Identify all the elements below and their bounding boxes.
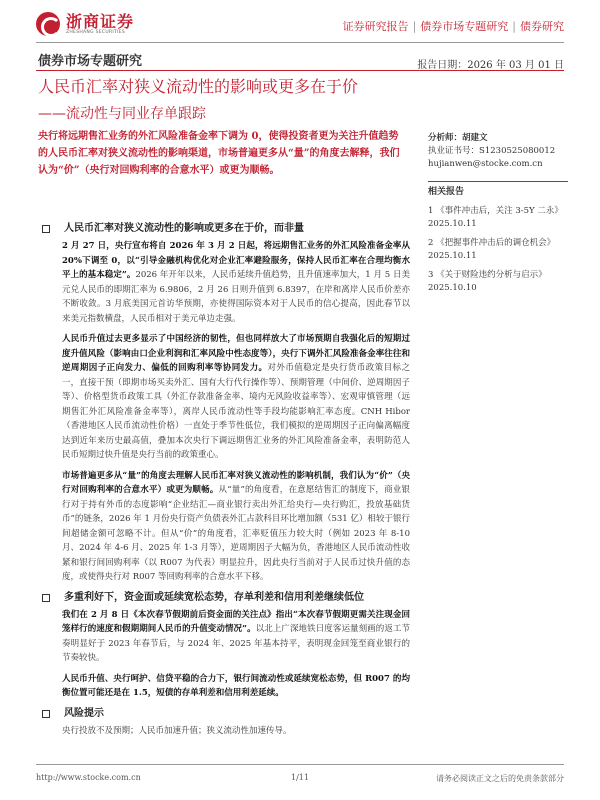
company-logo [36,12,134,36]
title-divider [36,70,564,71]
body-paragraph: 人民币升值、央行呵护、信贷平稳的合力下，银行间流动性或延续宽松态势，但 R007 的均衡位置可能还是在 1.5，短债的存单利差和信用利差延续。 [62,673,410,698]
report-abstract: 央行将远期售汇业务的外汇风险准备金率下调为 0，使得投资者更为关注升值趋势的人民币汇率对狭义流动性的影响渠道，市场普遍更多从“量”的角度去解释，我们认为“价”（央行对回购利率的合意水平）或更为顺畅。 [38,131,400,176]
sidebar-divider [428,181,568,182]
section-heading: 风险提示 [38,707,410,721]
logo-name-cn: 浙商证券 [66,12,135,31]
report-categories: 证券研究报告 | 债券市场专题研究 | 债券研究 [342,20,564,33]
related-reports-heading: 相关报告 [428,187,465,197]
body-paragraph: 人民币升值过去更多显示了中国经济的韧性，但也同样放大了市场预期自我强化后的短期过度升值风险（影响由口企业利润和汇率风险中性态度等），央行下调外汇风险准备金率往往和逆周期因子正向发力、偏低的回购利率等协同发力。对外币值稳定是央行货币政策目标之一，直接干预（即期市场买卖外汇、国有大行代行操作等）、预期管理（中间价、逆周期因子等）、价格型货币政策工具（外汇存款准备金率、境内无风险收益率等）、宏观审慎管理（远期售汇外汇风险准备金率等），离岸人民币流动性等手段均能影响汇率态度。CNH Hibor（香港地区人民币流动性价格）一直处于季节性低位，我们模拟的逆周期因子正向偏离幅度达到近年来历史最高值，叠加本次央行下调远期售汇业务的外汇风险准备金率，表明防范人民币短期过快升值是央行当前的政策重心。 [62,334,410,460]
body-paragraph: 我们在 2 月 8 日《本次春节假期前后资金面的关注点》指出“本次春节假期更需关注现金回笼样行的速度和假期期间人民币的升值变动情况”。以北上广深地铁日度客运量刻画的返工节奏明显好于 2023 年春节后，与 2024 年、2025 年基本持平，表明现金回笼至商业银行的节奏较快。 [62,609,410,663]
cert-line [428,145,568,158]
sidebar [428,132,568,301]
related-report-item[interactable]: 3 《关于财险违约分析与启示》 2025.10.10 [428,270,547,293]
analyst-label: 分析师： [428,133,463,143]
report-title: 人民币汇率对狭义流动性的影响或更多在于价 [38,77,359,96]
related-report-item[interactable]: 1 《事件冲击后，关注 3-5Y 二永》 2025.10.11 [428,206,563,229]
section-rmb-liquidity [38,222,410,585]
analyst-name: 胡建文 [462,133,488,143]
footer-divider [36,764,564,765]
body-paragraph: 央行投放不及预期；人民币加速升值；狭义流动性加速传导。 [62,725,292,736]
section-funding-outlook [38,591,410,701]
square-bullet-icon [42,225,50,233]
body-paragraph: 市场普遍更多从“量”的角度去理解人民币汇率对狭义流动性的影响机制，我们认为“价”（央行对回购利率的合意水平）或更为顺畅。从“量”的角度看，在意愿结售汇的制度下，商业银行对于持有外币的态度影响“企业结汇—商业银行卖出外汇给央行—央行购汇，投放基础货币”的链条，2026 年 1 月份央行资产负债表外汇占款科目环比增加额（531 亿）相较于银行间超储金额可忽略不计。但从“价”的角度看，汇率贬值压力较大时（例如 2023 年 8-10 月、2024 年 4-6 月、2025 年 1-3 月等），逆周期因子大幅为负，香港地区人民币流动性收紧和银行间回购利率（以 R007 为代表）明显拉升，因此央行当前对于人民币过快升值的态度，或使得央行对 R007 等回购利率的合意水平下移。 [62,470,410,582]
logo-name-en: ZHESHANG SECURITIES [66,30,125,35]
header-divider [36,42,564,43]
analyst-line [428,132,568,145]
cert-label: 执业证书号： [428,146,480,156]
section-risk-warning [38,707,410,739]
report-body [38,222,410,744]
report-date: 报告日期：2026 年 03 月 01 日 [417,60,564,71]
category-bond-market-topic: 债券市场专题研究 [420,20,509,33]
section-heading: 多重利好下，资金面或延续宽松态势，存单利差和信用利差继续低位 [38,591,410,605]
square-bullet-icon [42,594,50,602]
cert-number: S1230525080012 [479,146,556,156]
logo-mark-icon [36,12,60,36]
page-number: 1/11 [291,773,309,782]
related-report-item[interactable]: 2 《把握事件冲击后的调仓机会》 2025.10.11 [428,238,556,261]
square-bullet-icon [42,710,50,718]
report-subtitle: ——流动性与同业存单跟踪 [38,106,206,122]
category-securities-research: 证券研究报告 [342,20,409,33]
section-heading: 人民币汇率对狭义流动性的影响或更多在于价，而非量 [38,222,410,236]
document-type: 债券市场专题研究 [38,54,143,69]
footer-disclaimer: 请务必阅读正文之后的免责条款部分 [436,774,564,783]
category-bond-research: 债券研究 [520,20,564,33]
footer-website-link[interactable]: http://www.stocke.com.cn [36,773,141,782]
body-paragraph: 2 月 27 日，央行宣布将自 2026 年 3 月 2 日起，将远期售汇业务的外汇风险准备金率从 20%下调至 0，以“引导金融机构优化对企业汇率避险服务，保持人民币汇率在合理均衡水平上的基本稳定”。2026 年开年以来，人民币延续升值趋势，且升值速率加大，1 月 5 日美元兑人民币的即期汇率为 6.9806，2 月 26 日则升值到 6.8397，在岸和离岸人民币价差亦不断收敛。3 月底美国元首访华预期，亦使得国际资本对于人民币的信心提高，因此春节以来美元指数横盘，人民币相对于美元单边走强。 [62,241,410,324]
analyst-email[interactable]: hujianwen@stocke.com.cn [428,159,543,169]
